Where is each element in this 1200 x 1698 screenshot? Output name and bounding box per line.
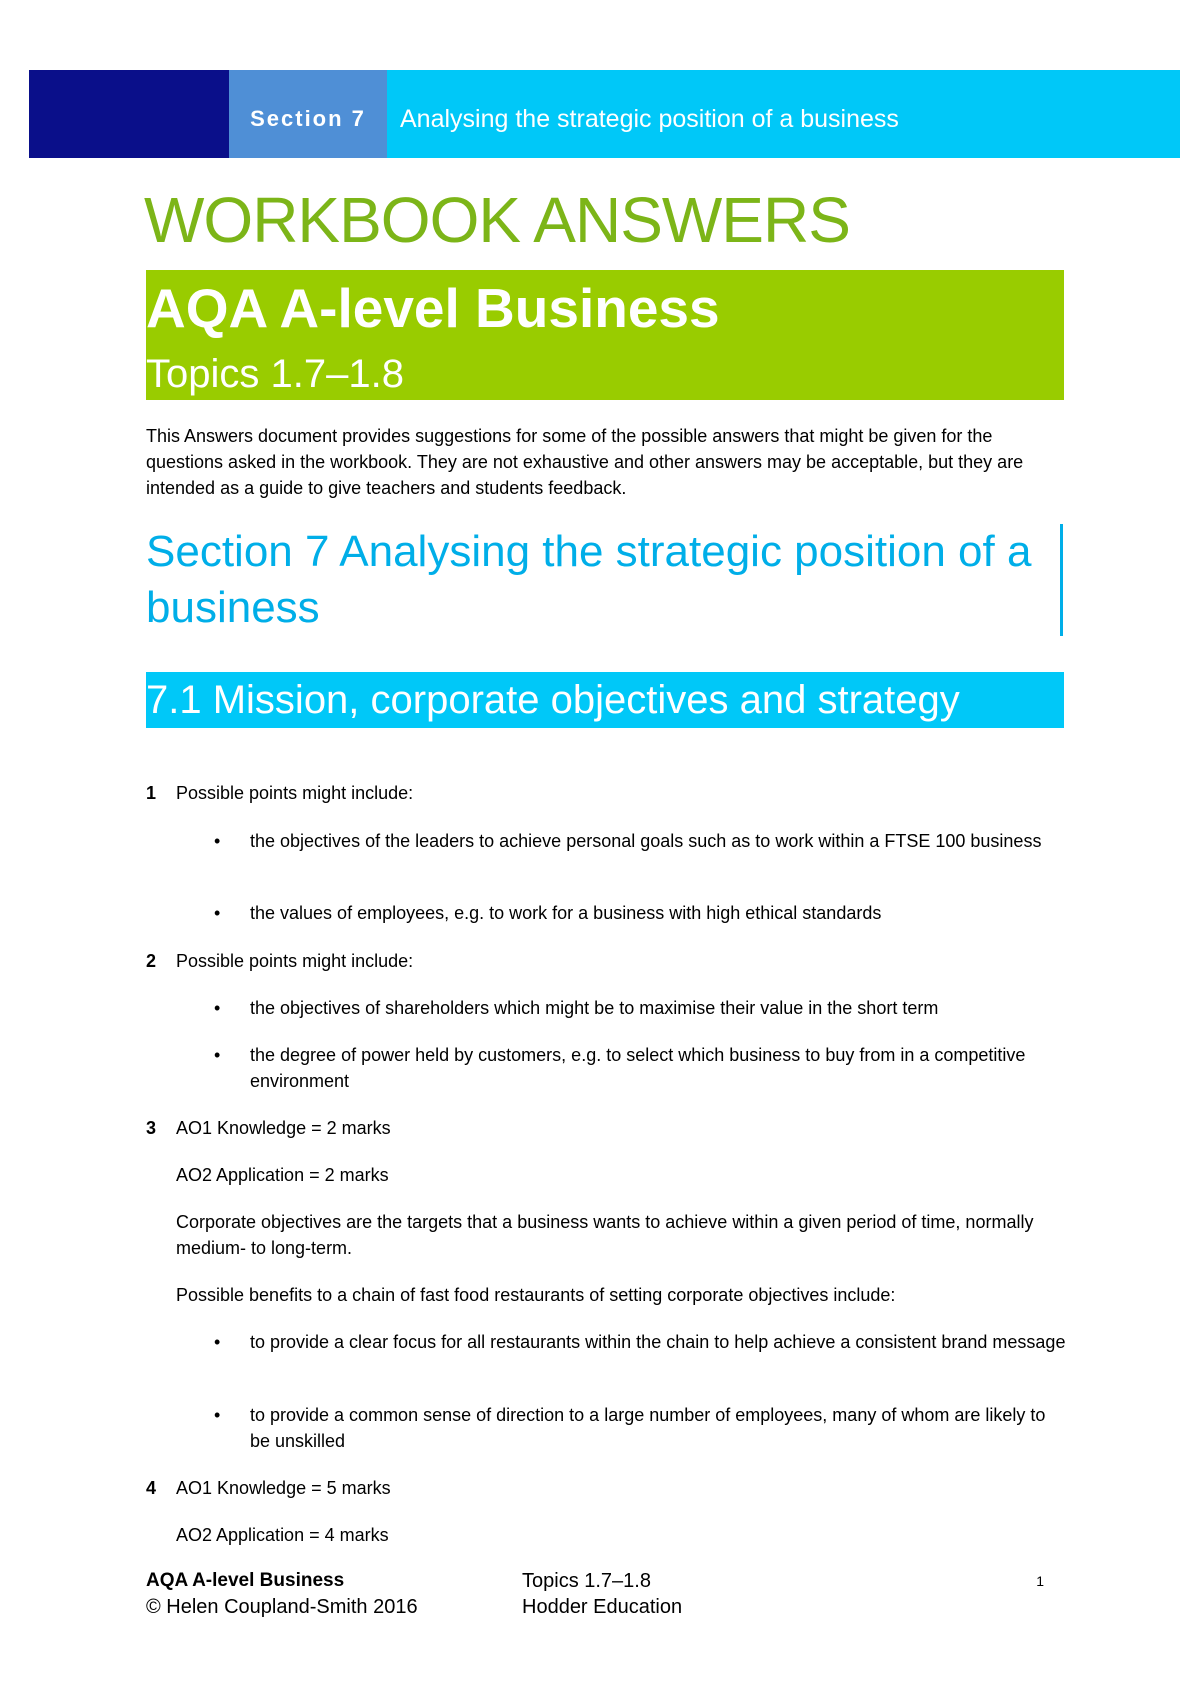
section-heading-rule: [1060, 524, 1063, 636]
question-number: 3: [146, 1118, 157, 1138]
bullet-icon: •: [214, 1045, 221, 1065]
question-number: 2: [146, 951, 157, 971]
bullet-icon: •: [214, 903, 221, 923]
header-band: [29, 70, 1180, 158]
question-text: AO1 Knowledge = 2 marks: [176, 1118, 391, 1138]
bullet-icon: •: [214, 1405, 221, 1425]
footer-left: [146, 1568, 418, 1620]
header-section-label-block: [229, 70, 387, 158]
footer-copyright: © Helen Coupland-Smith 2016: [146, 1596, 418, 1618]
question-number: 4: [146, 1478, 157, 1498]
question-text: Possible points might include:: [176, 951, 414, 971]
section-heading: Section 7 Analysing the strategic position of a business: [146, 527, 1032, 632]
page-number: 1: [1036, 1573, 1044, 1589]
course-title-box: [146, 270, 1064, 400]
bullet-icon: •: [214, 831, 221, 851]
course-title: AQA A-level Business: [146, 277, 720, 339]
header-band-dark-block: [29, 70, 229, 158]
footer-publisher: Hodder Education: [522, 1596, 683, 1618]
page-footer: [146, 1568, 1064, 1628]
subsection-heading-bar: [146, 672, 1064, 728]
answer-line: AO2 Application = 2 marks: [176, 1165, 389, 1185]
workbook-title: WORKBOOK ANSWERS: [144, 184, 850, 256]
answer-line: AO2 Application = 4 marks: [176, 1525, 389, 1545]
header-section-label: Section 7: [250, 106, 366, 131]
intro-paragraph: This Answers document provides suggestions for some of the possible answers that might be given for the questions asked in the workbook. They are not exhaustive and other answers may be acceptable, but they are intended as a guide to give teachers and students feedback.: [146, 426, 1024, 498]
topics-subtitle: Topics 1.7–1.8: [146, 352, 404, 396]
footer-course: AQA A-level Business: [146, 1570, 345, 1591]
answer-paragraph: Possible benefits to a chain of fast food restaurants of setting corporate objectives include:: [176, 1285, 896, 1305]
footer-middle: [522, 1568, 682, 1620]
subsection-heading: 7.1 Mission, corporate objectives and strategy: [146, 678, 960, 722]
footer-topics: Topics 1.7–1.8: [522, 1570, 651, 1592]
question-text: Possible points might include:: [176, 783, 414, 803]
bullet-icon: •: [214, 998, 221, 1018]
question-text: AO1 Knowledge = 5 marks: [176, 1478, 391, 1498]
answer-paragraph: Corporate objectives are the targets that a business wants to achieve within a given period of time, normally medium- to long-term.: [176, 1212, 1034, 1258]
bullet-icon: •: [214, 1332, 221, 1352]
header-section-title-block: [387, 70, 1180, 158]
header-section-title: Analysing the strategic position of a business: [400, 104, 899, 133]
question-number: 1: [146, 783, 157, 803]
